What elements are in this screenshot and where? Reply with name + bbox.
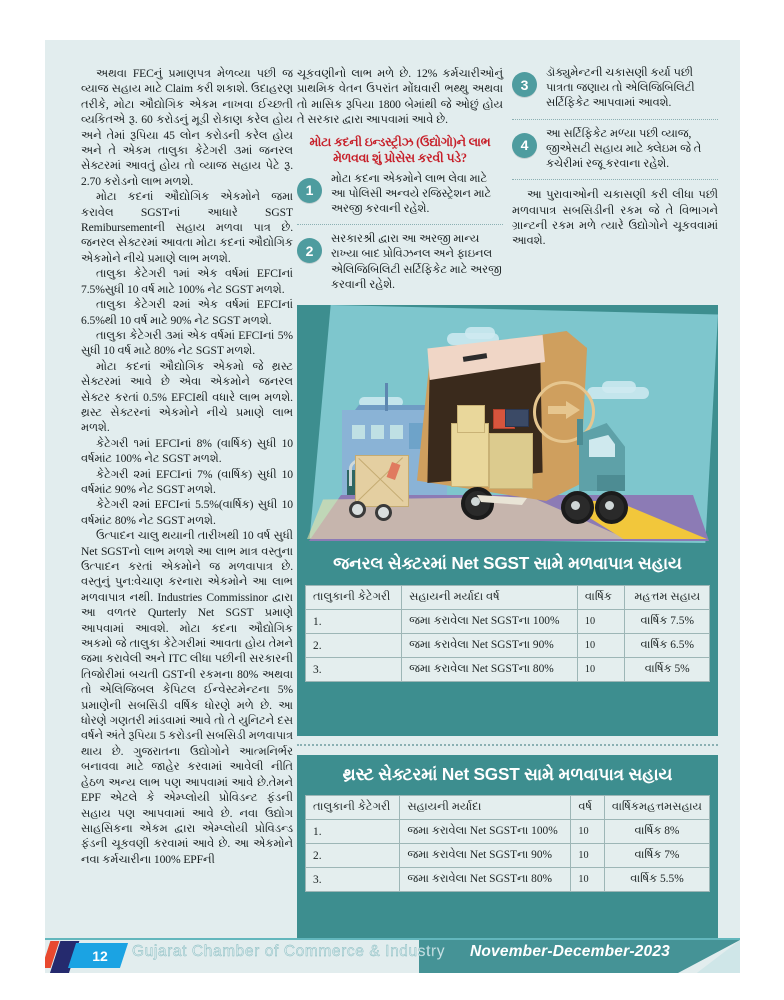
cell-years: 10 bbox=[571, 820, 605, 844]
column-header: વર્ષ bbox=[571, 796, 605, 820]
cell-category: 2. bbox=[306, 844, 400, 868]
paragraph: મોટા કદનાં ઔદ્યોગિક એકમોને જમા કરાવેલ SGSTનાં આધારે SGST Remibursementની સહાય મળવા પાત્ર છે. જનરલ સેક્ટરમાં આવતા મોટા કદનાં ઔદ્યોગિક એકમોને નીચે પ્રમાણે લાભ મળશે. bbox=[81, 190, 293, 265]
text-column-2 bbox=[297, 66, 503, 293]
step-text: સરકારશ્રી દ્વારા આ અરજી માન્ય રાખ્યા બાદ પ્રોવિઝનલ અને ફાઇનલ એલિજિબિલિટી સર્ટિફિકેટ માટે અરજી કરવાની રહેશે. bbox=[331, 233, 502, 291]
step-text: મોટા કદના એકમોને લાભ લેવા માટે આ પોલિસી અન્વયે રજિસ્ટ્રેશન માટે અરજી કરવાની રહેશે. bbox=[331, 172, 492, 216]
cargo-box bbox=[457, 405, 485, 433]
paragraph: ચૂકવણીનો લાભ મળે છે. 12% કર્મચારીઓનું પ્રાથમિક વેતન ઉપરાંત મોંઘવારી ભથ્થુ અથવા તો માસિક રૂપિયા 1800 બેમાંથી જે ઓછું હોય તે સરકાર દ્વારા આપવામાં આવે છે. bbox=[297, 67, 503, 127]
cell-limit: જમા કરાવેલા Net SGSTના 80% bbox=[402, 658, 578, 682]
page-margin-right bbox=[740, 0, 784, 1000]
dotted-divider bbox=[297, 224, 503, 225]
table-1-title: જનરલ સેક્ટરમાં Net SGST સામે મળવાપાત્ર સહાય bbox=[333, 553, 682, 573]
table-row bbox=[306, 634, 710, 658]
page-number: 12 bbox=[92, 947, 108, 964]
cloud-icon bbox=[465, 327, 495, 339]
step-text: ડૉક્યુમેન્ટની ચકાસણી કર્યા પછી પાત્રતા જણાય તો એલિજિબિલિટી સર્ટિફિકેટ આપવામાં આવશે. bbox=[546, 67, 695, 110]
text-column-1 bbox=[81, 66, 293, 867]
cell-category: 3. bbox=[306, 658, 402, 682]
process-step-3 bbox=[512, 66, 718, 112]
cell-max-support: વાર્ષિક 8% bbox=[604, 820, 709, 844]
cell-limit: જમા કરાવેલા Net SGSTના 90% bbox=[402, 634, 578, 658]
cell-category: 1. bbox=[306, 610, 402, 634]
dotted-divider bbox=[512, 119, 718, 120]
cell-max-support: વાર્ષિક 7.5% bbox=[625, 610, 710, 634]
step-number-badge: 4 bbox=[512, 133, 537, 158]
cell-years: 10 bbox=[577, 634, 625, 658]
paragraph: અથવા FECનું પ્રમાણપત્ર મેળવ્યા પછી જ વ્યાજ સહાય માટે Claim કરી શકાશે. ઉદાહરણ તરીકે, મોટા ઔદ્યોગિક એકમ નાખવા ઈચ્છતી વ્યકિતએ રૂ. 60 કરોડનું મૂડી રોકાણ કરેલ હોય અને તેમાં રૂપિયા 45 લોન કરોડની કરેલ હોય અને તે એકમ તાલુકા કેટેગરી ૩માં જનરલ સેક્ટરમાં આવતું હોય તો વ્યાજ સહાય પેટે રૂ. 2.70 કરોડનો લાભ મળશે. bbox=[81, 67, 293, 188]
cell-category: 2. bbox=[306, 634, 402, 658]
cell-limit: જમા કરાવેલા Net SGSTના 90% bbox=[400, 844, 571, 868]
cell-max-support: વાર્ષિક 6.5% bbox=[625, 634, 710, 658]
thrust-sector-table bbox=[305, 795, 710, 892]
table-row bbox=[306, 868, 710, 892]
table-row bbox=[306, 658, 710, 682]
table-header-row bbox=[306, 796, 710, 820]
paragraph: કેટેગરી ૨માં EFCIનાં 7% (વાર્ષિક) સુધી 10 વર્ષમાંટ 90% નેટ SGST મળશે. bbox=[81, 467, 293, 496]
paragraph: ઉત્પાદન ચાલુ થયાની તારીખથી 10 વર્ષ સુધી Net SGSTનો લાભ મળશે આ લાભ માત્ર વસ્તુના ઉત્પાદન કરતાં એકમોને જ મળવાપાત્ર છે. વસ્તુનું પુન:વેચાણ કરનારા એકમોને આ લાભ મળવાપાત્ર નથી. Industries Commissinor દ્વારા આ વળતર Qurterly Net SGST પ્રમાણે આપવામાં આવશે. મોટા કદના ઔદ્યોગિક અકમો જે તાલુકા કેટેગરીમાં આવતા હોય તેમને જમા કરાવેલી અને ITC લીધા પછીની સરકારની તિજોરીમાં બચતી GSTની રકમના 80% અથવા તો એલિજિબલ કેપિટલ ઈન્વેસ્ટમેન્ટના 5% પ્રમાણેની સબસિડી વર્ષિક ધોરણે મળે છે. આ ધોરણે ગણતરી માંડવામાં આવે તો તે યુનિટને દસ વર્ષને અંતે રૂપિયા 5 કરોડની સબસિડી મળવાપાત્ર થાય છે. ગુજરાતના ઉદ્યોગોને આત્મનિર્ભર બનાવવા માટે જાહેર કરવામાં આવેલી નીતિ હેઠળ અન્ય લાભ પણ આપવામાં આવે છે.તેમને EPF એટલે કે એમ્પ્લોયી પ્રોવિડન્ટ ફંડની સહાય પણ આપવામાં આવે છે. નવા ઉદ્યોગ સાહસિકના એકમ દ્વારા એમ્પ્લોયી પ્રોવિડન્ડ ફંડની ચૂકવણી કરવામાં આવે છે. આ એકમોને નવા કર્મચારીના 100% EPFની bbox=[81, 529, 293, 866]
paragraph: કેટેગરી ૨માં EFCIનાં 5.5%(વાર્ષિક) સુધી 10 વર્ષમાંટ 80% નેટ SGST મળશે. bbox=[81, 498, 293, 527]
delivery-truck-illustration bbox=[297, 305, 718, 543]
table-2-title: થ્રસ્ટ સેક્ટરમાં Net SGST સામે મળવાપાત્ર સહાય bbox=[342, 764, 673, 784]
antenna-icon bbox=[385, 383, 388, 411]
dolly-wheel bbox=[349, 501, 366, 518]
cell-years: 10 bbox=[571, 844, 605, 868]
paragraph: તાલુકા કેટેગરી ૩માં એક વર્ષમાં EFCIનાં 5% સુધી 10 વર્ષ માટે 80% નેટ SGST મળશે. bbox=[81, 328, 293, 358]
cab-lower bbox=[597, 475, 625, 491]
paragraph: મોટા કદનાં ઔદ્યોગિક એકમો જે થ્રસ્ટ સેક્ટરમાં આવે છે એવા એકમોને જનરલ સેક્ટર કરતાં 0.5% EFCIથી વધારે લાભ મળશે. થ્રસ્ટ સેક્ટરનાં એકમોને નીચે પ્રમાણે લાભ મળશે. bbox=[81, 359, 293, 435]
cell-years: 10 bbox=[577, 610, 625, 634]
window-icon bbox=[390, 425, 403, 439]
cell-max-support: વાર્ષિક 5% bbox=[625, 658, 710, 682]
truck-wheel bbox=[461, 487, 494, 520]
column-header: વાર્ષિકમહત્તમસહાય bbox=[604, 796, 709, 820]
truck-wheel bbox=[595, 491, 628, 524]
footer-issue-date: November-December-2023 bbox=[470, 943, 670, 960]
column-header: મહત્તમ સહાય bbox=[625, 586, 710, 610]
footer-organization-name: Gujarat Chamber of Commerce & Industry bbox=[132, 943, 446, 960]
table-row bbox=[306, 610, 710, 634]
dolly-wheel bbox=[375, 504, 392, 521]
cell-limit: જમા કરાવેલા Net SGSTના 80% bbox=[400, 868, 571, 892]
section-heading-process: મોટા કદની ઇન્ડસ્ટ્રીઝ (ઉદ્યોગો)ને લાભ મેળવવા શું પ્રોસેસ કરવી પડે? bbox=[309, 134, 491, 166]
cell-category: 3. bbox=[306, 868, 400, 892]
process-step-1 bbox=[297, 172, 503, 218]
page-margin-bottom bbox=[0, 973, 784, 1000]
cell-max-support: વાર્ષિક 7% bbox=[604, 844, 709, 868]
dotted-divider bbox=[512, 179, 718, 180]
table-block-general-sector bbox=[297, 543, 718, 736]
window-icon bbox=[352, 425, 365, 439]
cell-years: 10 bbox=[577, 658, 625, 682]
table-row bbox=[306, 820, 710, 844]
cell-category: 1. bbox=[306, 820, 400, 844]
step-text: આ સર્ટિફિકેટ મળ્યા પછી વ્યાજ, જીએસટી સહાય માટે ક્લેઇમ જે તે કચેરીમાં રજૂ કરવાના રહેશે. bbox=[546, 127, 702, 171]
column-header: તાલુકાની કેટેગરી bbox=[306, 586, 402, 610]
column-header: સહાયની મર્યાદા bbox=[400, 796, 571, 820]
step-number-badge: 1 bbox=[297, 178, 322, 203]
box-cross-mark bbox=[355, 455, 407, 505]
step-number-badge: 2 bbox=[297, 238, 322, 263]
page-margin-top bbox=[0, 0, 784, 40]
text-column-3 bbox=[512, 66, 718, 249]
process-step-4 bbox=[512, 127, 718, 173]
cargo-box bbox=[505, 409, 529, 427]
page-margin-left bbox=[0, 0, 45, 1000]
footer-top-rule bbox=[45, 938, 740, 940]
table-row bbox=[306, 844, 710, 868]
cell-years: 10 bbox=[571, 868, 605, 892]
column-header: તાલુકાની કેટેગરી bbox=[306, 796, 400, 820]
truck-wheel bbox=[561, 491, 594, 524]
window-icon bbox=[371, 425, 384, 439]
cargo-box bbox=[489, 433, 533, 489]
paragraph: તાલુકા કેટેગરી ૨માં એક વર્ષમાં EFCIનાં 6.5%થી 10 વર્ષ માટે 90% નેટ SGST મળશે. bbox=[81, 298, 293, 327]
general-sector-table bbox=[305, 585, 710, 682]
cloud-icon bbox=[602, 381, 636, 393]
closing-paragraph: આ પુરાવાઓની ચકાસણી કરી લીધા પછી મળવાપાત્ર સબસિડીની રકમ જે તે વિભાગને ગ્રાન્ટની રકમ મળે ત્યારે ઉદ્યોગોને ચૂકવવામાં આવશે. bbox=[512, 188, 718, 248]
cell-limit: જમા કરાવેલા Net SGSTના 100% bbox=[402, 610, 578, 634]
step-number-badge: 3 bbox=[512, 72, 537, 97]
paragraph: કેટેગરી ૧માં EFCIનાં 8% (વાર્ષિક) સુધી 10 વર્ષમાંટ 100% નેટ SGST મળશે. bbox=[81, 436, 293, 466]
side-mirror-icon bbox=[577, 419, 583, 445]
process-step-2 bbox=[297, 232, 503, 293]
cell-max-support: વાર્ષિક 5.5% bbox=[604, 868, 709, 892]
table-header-row bbox=[306, 586, 710, 610]
column-header: વાર્ષિક bbox=[577, 586, 625, 610]
column-header: સહાયની મર્યાદા વર્ષ bbox=[402, 586, 578, 610]
table-block-thrust-sector bbox=[297, 755, 718, 938]
dotted-divider-between-tables bbox=[297, 744, 718, 746]
paragraph: તાલુકા કેટેગરી ૧માં એક વર્ષમાં EFCIનાં 7.5%સુધી 10 વર્ષ માટે 100% નેટ SGST મળશે. bbox=[81, 267, 293, 296]
cell-limit: જમા કરાવેલા Net SGSTના 100% bbox=[400, 820, 571, 844]
